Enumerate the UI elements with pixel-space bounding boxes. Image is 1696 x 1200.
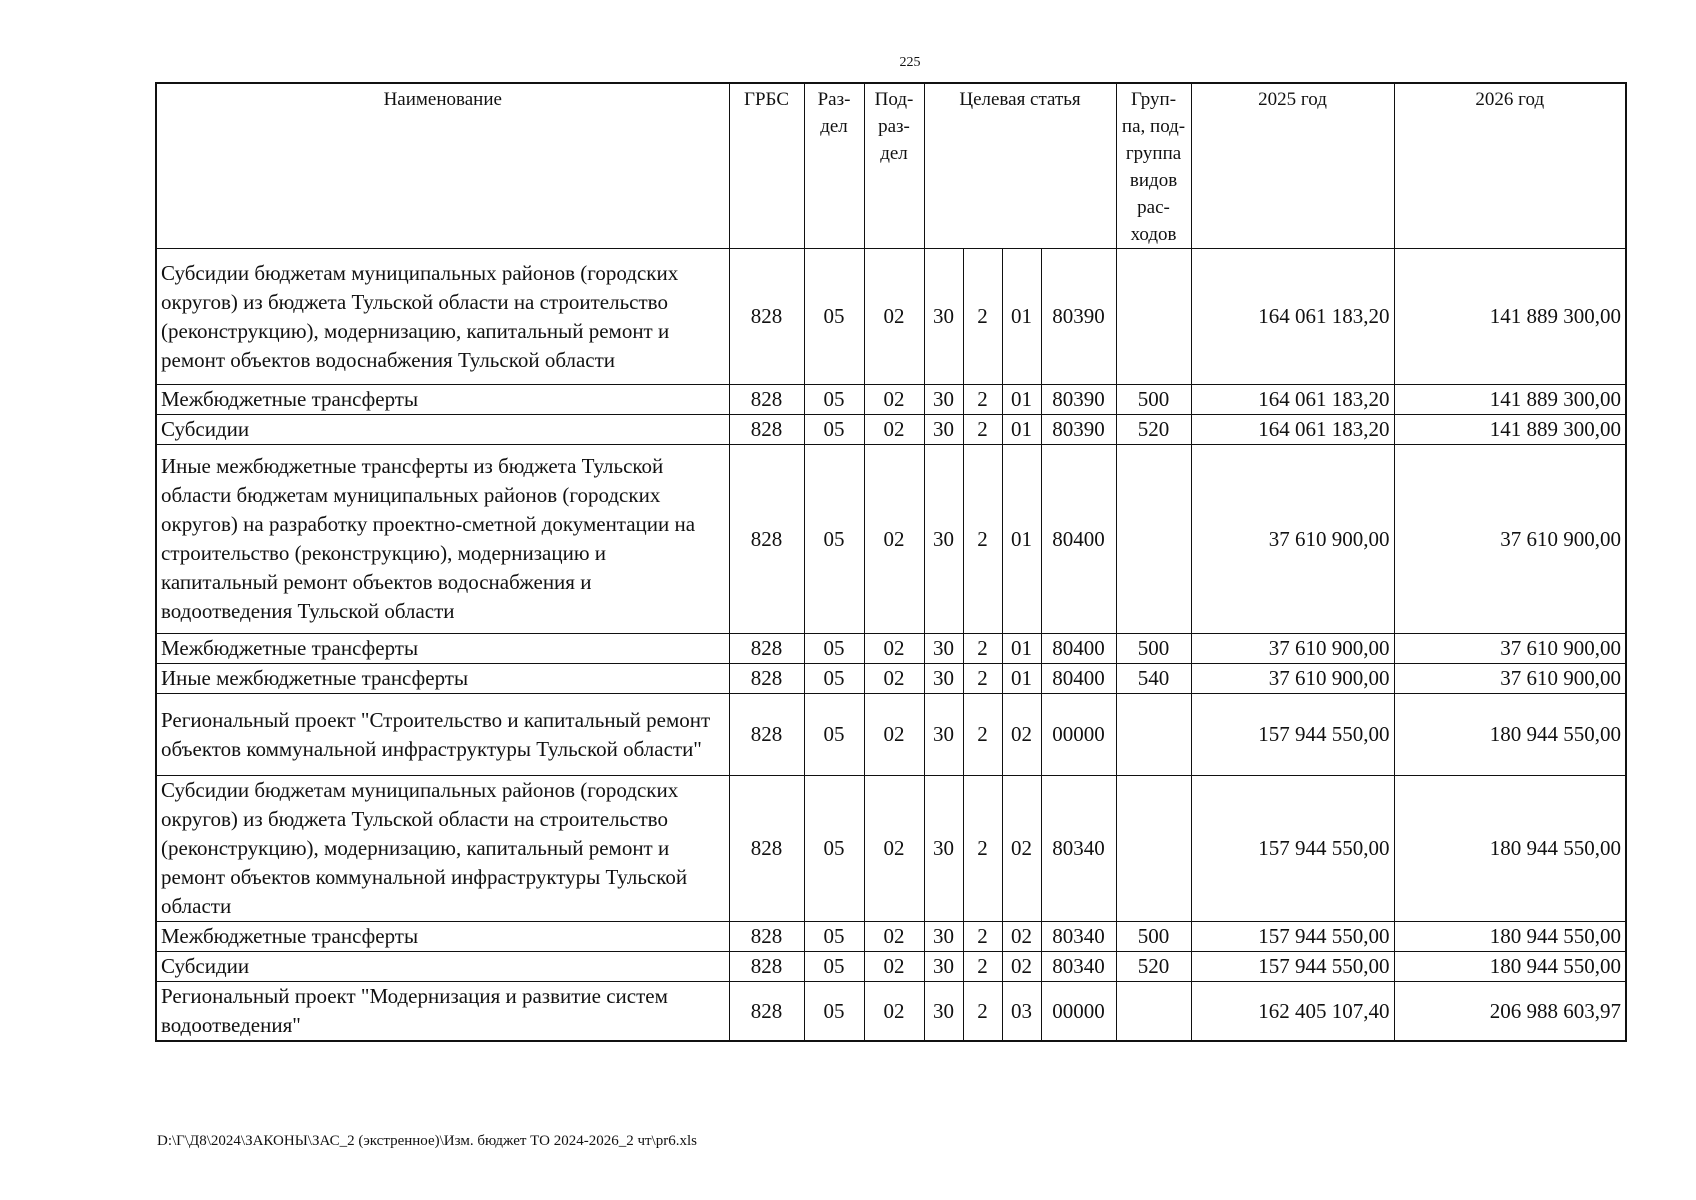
cell-grbs: 828 — [729, 415, 804, 445]
cell-target-program: 30 — [924, 694, 963, 776]
table-row — [156, 385, 1626, 415]
cell-target-direction: 80390 — [1041, 415, 1116, 445]
header-name: Наименование — [156, 83, 729, 249]
cell-subsection: 02 — [864, 952, 924, 982]
cell-amount-2025: 37 610 900,00 — [1191, 634, 1394, 664]
cell-target-direction: 00000 — [1041, 694, 1116, 776]
cell-grbs: 828 — [729, 664, 804, 694]
cell-grbs: 828 — [729, 694, 804, 776]
header-row — [156, 83, 1626, 249]
cell-amount-2025: 164 061 183,20 — [1191, 415, 1394, 445]
cell-section: 05 — [804, 445, 864, 634]
cell-amount-2026: 180 944 550,00 — [1394, 694, 1626, 776]
cell-target-subprogram: 2 — [963, 249, 1002, 385]
cell-target-program: 30 — [924, 776, 963, 922]
budget-table — [155, 82, 1627, 1042]
cell-target-program: 30 — [924, 664, 963, 694]
cell-grbs: 828 — [729, 922, 804, 952]
page-number: 225 — [899, 55, 921, 70]
cell-expense-group — [1116, 694, 1191, 776]
cell-name: Региональный проект "Модернизация и развитие систем водоотведения" — [156, 982, 729, 1042]
cell-name: Межбюджетные трансферты — [156, 634, 729, 664]
cell-target-direction: 80340 — [1041, 922, 1116, 952]
cell-target-event: 01 — [1002, 415, 1041, 445]
cell-amount-2025: 164 061 183,20 — [1191, 385, 1394, 415]
cell-amount-2025: 162 405 107,40 — [1191, 982, 1394, 1042]
cell-section: 05 — [804, 664, 864, 694]
cell-amount-2026: 141 889 300,00 — [1394, 385, 1626, 415]
cell-target-program: 30 — [924, 445, 963, 634]
cell-expense-group — [1116, 445, 1191, 634]
cell-name: Иные межбюджетные трансферты — [156, 664, 729, 694]
cell-amount-2026: 141 889 300,00 — [1394, 249, 1626, 385]
cell-amount-2026: 180 944 550,00 — [1394, 922, 1626, 952]
cell-amount-2025: 37 610 900,00 — [1191, 445, 1394, 634]
cell-subsection: 02 — [864, 776, 924, 922]
cell-subsection: 02 — [864, 249, 924, 385]
table-row — [156, 776, 1626, 922]
cell-section: 05 — [804, 776, 864, 922]
cell-subsection: 02 — [864, 415, 924, 445]
header-subsection: Под- раз- дел — [864, 83, 924, 249]
cell-target-program: 30 — [924, 982, 963, 1042]
cell-section: 05 — [804, 634, 864, 664]
cell-amount-2026: 37 610 900,00 — [1394, 445, 1626, 634]
cell-expense-group — [1116, 982, 1191, 1042]
header-expense-group: Груп- па, под- группа видов рас- ходов — [1116, 83, 1191, 249]
cell-amount-2026: 180 944 550,00 — [1394, 952, 1626, 982]
cell-target-event: 01 — [1002, 634, 1041, 664]
cell-amount-2025: 157 944 550,00 — [1191, 952, 1394, 982]
footer-file-path: D:\Г\Д8\2024\ЗАКОНЫ\ЗАС_2 (экстренное)\Изм. бюджет ТО 2024-2026_2 чт\pr6.xls — [157, 1133, 697, 1149]
cell-section: 05 — [804, 982, 864, 1042]
cell-amount-2025: 157 944 550,00 — [1191, 776, 1394, 922]
cell-amount-2025: 157 944 550,00 — [1191, 922, 1394, 952]
cell-amount-2026: 37 610 900,00 — [1394, 634, 1626, 664]
cell-target-subprogram: 2 — [963, 694, 1002, 776]
cell-target-event: 01 — [1002, 664, 1041, 694]
cell-amount-2026: 37 610 900,00 — [1394, 664, 1626, 694]
table-body — [156, 249, 1626, 1042]
cell-grbs: 828 — [729, 634, 804, 664]
cell-subsection: 02 — [864, 664, 924, 694]
table-row — [156, 982, 1626, 1042]
cell-subsection: 02 — [864, 694, 924, 776]
cell-name: Региональный проект "Строительство и капитальный ремонт объектов коммунальной инфраструктуры Тульской области" — [156, 694, 729, 776]
cell-name: Субсидии — [156, 415, 729, 445]
cell-target-direction: 80400 — [1041, 445, 1116, 634]
cell-expense-group — [1116, 776, 1191, 922]
cell-target-direction: 80390 — [1041, 249, 1116, 385]
cell-grbs: 828 — [729, 776, 804, 922]
cell-grbs: 828 — [729, 982, 804, 1042]
cell-expense-group — [1116, 249, 1191, 385]
cell-section: 05 — [804, 922, 864, 952]
cell-section: 05 — [804, 385, 864, 415]
table-row — [156, 445, 1626, 634]
cell-target-program: 30 — [924, 415, 963, 445]
cell-target-direction: 00000 — [1041, 982, 1116, 1042]
cell-subsection: 02 — [864, 385, 924, 415]
cell-name: Межбюджетные трансферты — [156, 385, 729, 415]
cell-expense-group: 500 — [1116, 922, 1191, 952]
cell-subsection: 02 — [864, 445, 924, 634]
cell-target-event: 01 — [1002, 249, 1041, 385]
cell-target-program: 30 — [924, 952, 963, 982]
cell-amount-2026: 206 988 603,97 — [1394, 982, 1626, 1042]
cell-grbs: 828 — [729, 385, 804, 415]
cell-target-program: 30 — [924, 634, 963, 664]
cell-expense-group: 540 — [1116, 664, 1191, 694]
cell-target-subprogram: 2 — [963, 445, 1002, 634]
table-row — [156, 415, 1626, 445]
cell-subsection: 02 — [864, 982, 924, 1042]
cell-section: 05 — [804, 694, 864, 776]
cell-target-subprogram: 2 — [963, 415, 1002, 445]
header-section: Раз- дел — [804, 83, 864, 249]
cell-name: Межбюджетные трансферты — [156, 922, 729, 952]
cell-target-direction: 80390 — [1041, 385, 1116, 415]
cell-amount-2025: 37 610 900,00 — [1191, 664, 1394, 694]
table-row — [156, 249, 1626, 385]
cell-amount-2026: 141 889 300,00 — [1394, 415, 1626, 445]
cell-expense-group: 520 — [1116, 952, 1191, 982]
cell-target-direction: 80400 — [1041, 664, 1116, 694]
cell-target-event: 02 — [1002, 694, 1041, 776]
cell-target-subprogram: 2 — [963, 664, 1002, 694]
cell-target-subprogram: 2 — [963, 982, 1002, 1042]
table-row — [156, 922, 1626, 952]
cell-name: Субсидии бюджетам муниципальных районов (городских округов) из бюджета Тульской области на строительство (реконструкцию), модернизацию, капитальный ремонт и ремонт объектов коммунальной инфраструктуры Тульской области — [156, 776, 729, 922]
cell-target-direction: 80400 — [1041, 634, 1116, 664]
cell-target-subprogram: 2 — [963, 922, 1002, 952]
table-row — [156, 694, 1626, 776]
cell-target-event: 03 — [1002, 982, 1041, 1042]
cell-section: 05 — [804, 415, 864, 445]
cell-subsection: 02 — [864, 922, 924, 952]
header-grbs: ГРБС — [729, 83, 804, 249]
cell-name: Субсидии — [156, 952, 729, 982]
cell-target-event: 02 — [1002, 776, 1041, 922]
cell-target-direction: 80340 — [1041, 952, 1116, 982]
cell-target-subprogram: 2 — [963, 776, 1002, 922]
header-year-2025: 2025 год — [1191, 83, 1394, 249]
table-row — [156, 952, 1626, 982]
cell-expense-group: 500 — [1116, 385, 1191, 415]
cell-section: 05 — [804, 249, 864, 385]
cell-target-event: 01 — [1002, 385, 1041, 415]
cell-target-program: 30 — [924, 249, 963, 385]
cell-target-program: 30 — [924, 922, 963, 952]
cell-target-direction: 80340 — [1041, 776, 1116, 922]
header-target-article: Целевая статья — [924, 83, 1116, 249]
cell-grbs: 828 — [729, 952, 804, 982]
cell-target-subprogram: 2 — [963, 952, 1002, 982]
cell-target-program: 30 — [924, 385, 963, 415]
cell-grbs: 828 — [729, 445, 804, 634]
cell-amount-2025: 157 944 550,00 — [1191, 694, 1394, 776]
cell-target-event: 01 — [1002, 445, 1041, 634]
cell-target-event: 02 — [1002, 922, 1041, 952]
cell-target-event: 02 — [1002, 952, 1041, 982]
table-row — [156, 634, 1626, 664]
cell-target-subprogram: 2 — [963, 385, 1002, 415]
cell-expense-group: 520 — [1116, 415, 1191, 445]
cell-name: Субсидии бюджетам муниципальных районов (городских округов) из бюджета Тульской области на строительство (реконструкцию), модернизацию, капитальный ремонт и ремонт объектов водоснабжения Тульской области — [156, 249, 729, 385]
table-row — [156, 664, 1626, 694]
cell-section: 05 — [804, 952, 864, 982]
cell-expense-group: 500 — [1116, 634, 1191, 664]
cell-subsection: 02 — [864, 634, 924, 664]
cell-amount-2025: 164 061 183,20 — [1191, 249, 1394, 385]
cell-target-subprogram: 2 — [963, 634, 1002, 664]
cell-name: Иные межбюджетные трансферты из бюджета Тульской области бюджетам муниципальных районов (городских округов) на разработку проектно-сметной документации на строительство (реконструкцию), модернизацию и капитальный ремонт объектов водоснабжения и водоотведения Тульской области — [156, 445, 729, 634]
header-year-2026: 2026 год — [1394, 83, 1626, 249]
cell-grbs: 828 — [729, 249, 804, 385]
cell-amount-2026: 180 944 550,00 — [1394, 776, 1626, 922]
